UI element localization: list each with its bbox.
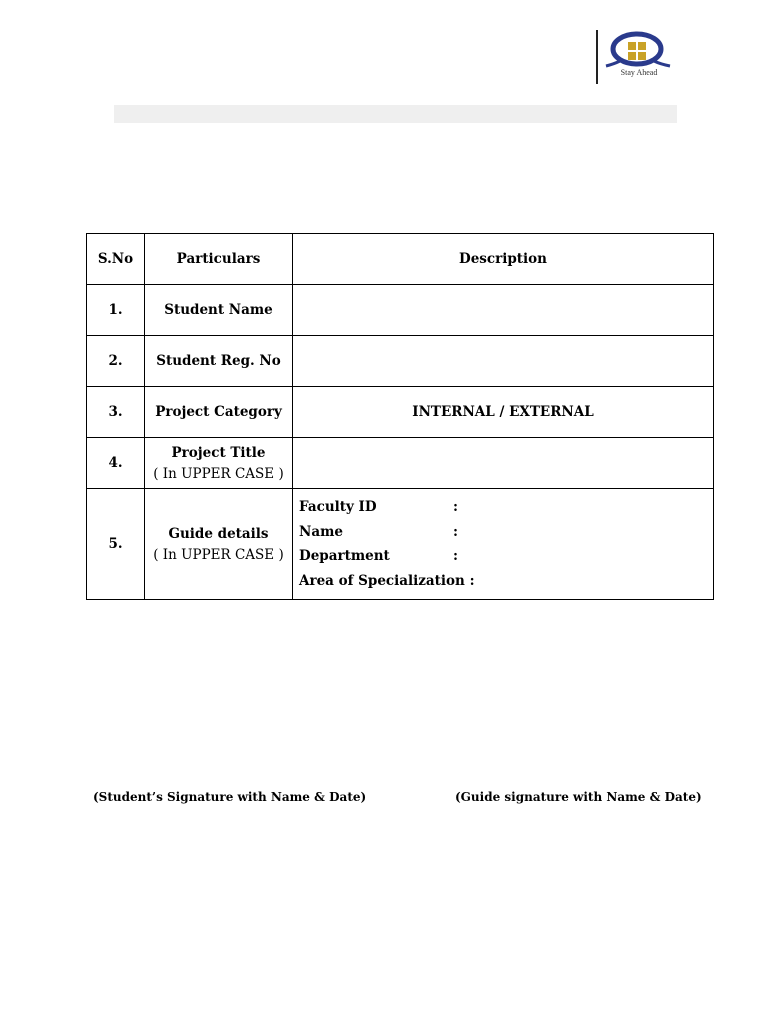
guide-field-separator: : [453,548,458,564]
table-row [87,285,714,336]
project-category-field[interactable]: INTERNAL / EXTERNAL [293,387,714,438]
guide-field-label: Name [299,523,343,540]
row-particular-cell [145,489,293,600]
guide-signature-label: (Guide signature with Name & Date) [455,790,702,804]
row-particular: Guide details [168,525,269,542]
row-sno: 5. [87,489,145,600]
guide-field-specialization [299,569,707,594]
logo [604,30,674,82]
table-row [87,336,714,387]
project-details-table [86,233,714,600]
university-logo-icon [604,30,674,70]
guide-field-separator: : [453,523,458,540]
header-description: Description [293,234,714,285]
row-sno: 2. [87,336,145,387]
header-particulars: Particulars [145,234,293,285]
student-name-field[interactable] [293,285,714,336]
row-particular-note: ( In UPPER CASE ) [153,546,284,563]
guide-field-label: Faculty ID [299,499,377,515]
guide-field-label: Area of Specialization : [299,572,475,589]
header-bar [114,105,677,123]
logo-divider [596,30,598,84]
student-signature-label: (Student’s Signature with Name & Date) [93,790,367,804]
guide-field-faculty-id [299,495,707,520]
row-sno: 1. [87,285,145,336]
table-header-row [87,234,714,285]
guide-field-label: Department [299,548,390,564]
row-particular: Project Category [145,387,293,438]
guide-field-department [299,544,707,569]
project-title-field[interactable] [293,438,714,489]
student-reg-no-field[interactable] [293,336,714,387]
row-particular-cell [145,438,293,489]
table-row [87,489,714,600]
row-particular: Project Title [171,444,266,461]
row-particular: Student Name [145,285,293,336]
logo-tagline: Stay Ahead [620,68,658,77]
table-row [87,438,714,489]
row-sno: 3. [87,387,145,438]
row-particular-note: ( In UPPER CASE ) [153,465,284,482]
guide-details-cell[interactable] [293,489,714,600]
row-sno: 4. [87,438,145,489]
header-sno: S.No [87,234,145,285]
table-row [87,387,714,438]
guide-field-separator: : [453,499,458,515]
guide-field-name [299,520,707,545]
row-particular: Student Reg. No [145,336,293,387]
